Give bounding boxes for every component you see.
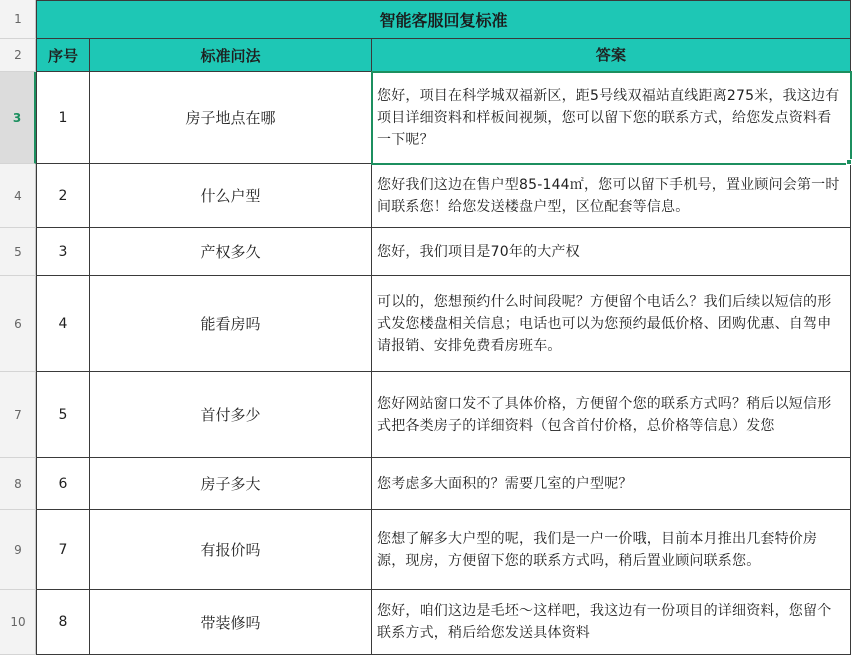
table-row — [36, 510, 851, 590]
row-number[interactable]: 4 — [0, 164, 36, 228]
index-cell[interactable]: 4 — [36, 276, 90, 372]
row-number[interactable]: 2 — [0, 39, 36, 72]
answer-cell[interactable]: 可以的，您想预约什么时间段呢？方便留个电话么？我们后续以短信的形式发您楼盘相关信息；电话也可以为您预约最低价格、团购优惠、自驾申请报销、安排免费看房班车。 — [372, 276, 851, 372]
answer-cell[interactable]: 您好，我们项目是70年的大产权 — [372, 228, 851, 276]
answer-cell[interactable]: 您好我们这边在售户型85-144㎡，您可以留下手机号，置业顾问会第一时间联系您！给您发送楼盘户型，区位配套等信息。 — [372, 164, 851, 228]
row-number[interactable]: 7 — [0, 372, 36, 458]
answer-cell[interactable]: 您考虑多大面积的？需要几室的户型呢？ — [372, 458, 851, 510]
row-number[interactable]: 6 — [0, 276, 36, 372]
question-cell[interactable]: 能看房吗 — [90, 276, 372, 372]
question-cell[interactable]: 产权多久 — [90, 228, 372, 276]
table-row — [36, 164, 851, 228]
index-cell[interactable]: 6 — [36, 458, 90, 510]
table-row — [36, 372, 851, 458]
sheet-title-cell[interactable]: 智能客服回复标准 — [36, 0, 851, 39]
row-number[interactable]: 9 — [0, 510, 36, 590]
answer-cell[interactable]: 您好，咱们这边是毛坯～这样吧，我这边有一份项目的详细资料，您留个联系方式，稍后给您发送具体资料 — [372, 590, 851, 655]
header-row — [36, 39, 851, 72]
answer-cell[interactable]: 您想了解多大户型的呢，我们是一户一价哦，目前本月推出几套特价房源，现房，方便留下您的联系方式吗，稍后置业顾问联系您。 — [372, 510, 851, 590]
fill-handle[interactable] — [846, 159, 852, 165]
row-header-gutter — [0, 0, 36, 655]
answer-cell[interactable]: 您好，项目在科学城双福新区，距5号线双福站直线距离275米，我这边有项目详细资料和样板间视频，您可以留下您的联系方式，给您发点资料看一下呢？ — [372, 72, 851, 164]
table-row — [36, 228, 851, 276]
header-answer-cell[interactable]: 答案 — [372, 39, 851, 72]
index-cell[interactable]: 8 — [36, 590, 90, 655]
index-cell[interactable]: 1 — [36, 72, 90, 164]
question-cell[interactable]: 有报价吗 — [90, 510, 372, 590]
table-row — [36, 276, 851, 372]
question-cell[interactable]: 房子地点在哪 — [90, 72, 372, 164]
table-row — [36, 590, 851, 655]
header-question-cell[interactable]: 标准问法 — [90, 39, 372, 72]
header-index-cell[interactable]: 序号 — [36, 39, 90, 72]
table-row — [36, 72, 851, 164]
question-cell[interactable]: 什么户型 — [90, 164, 372, 228]
row-number[interactable]: 8 — [0, 458, 36, 510]
question-cell[interactable]: 带装修吗 — [90, 590, 372, 655]
index-cell[interactable]: 3 — [36, 228, 90, 276]
row-number[interactable]: 10 — [0, 590, 36, 655]
row-number-active[interactable]: 3 — [0, 72, 36, 164]
table-row — [36, 458, 851, 510]
answer-cell[interactable]: 您好网站窗口发不了具体价格，方便留个您的联系方式吗？稍后以短信形式把各类房子的详细资料（包含首付价格，总价格等信息）发您 — [372, 372, 851, 458]
question-cell[interactable]: 首付多少 — [90, 372, 372, 458]
index-cell[interactable]: 7 — [36, 510, 90, 590]
index-cell[interactable]: 2 — [36, 164, 90, 228]
row-number[interactable]: 5 — [0, 228, 36, 276]
title-row — [36, 0, 851, 39]
index-cell[interactable]: 5 — [36, 372, 90, 458]
row-number[interactable]: 1 — [0, 0, 36, 39]
question-cell[interactable]: 房子多大 — [90, 458, 372, 510]
